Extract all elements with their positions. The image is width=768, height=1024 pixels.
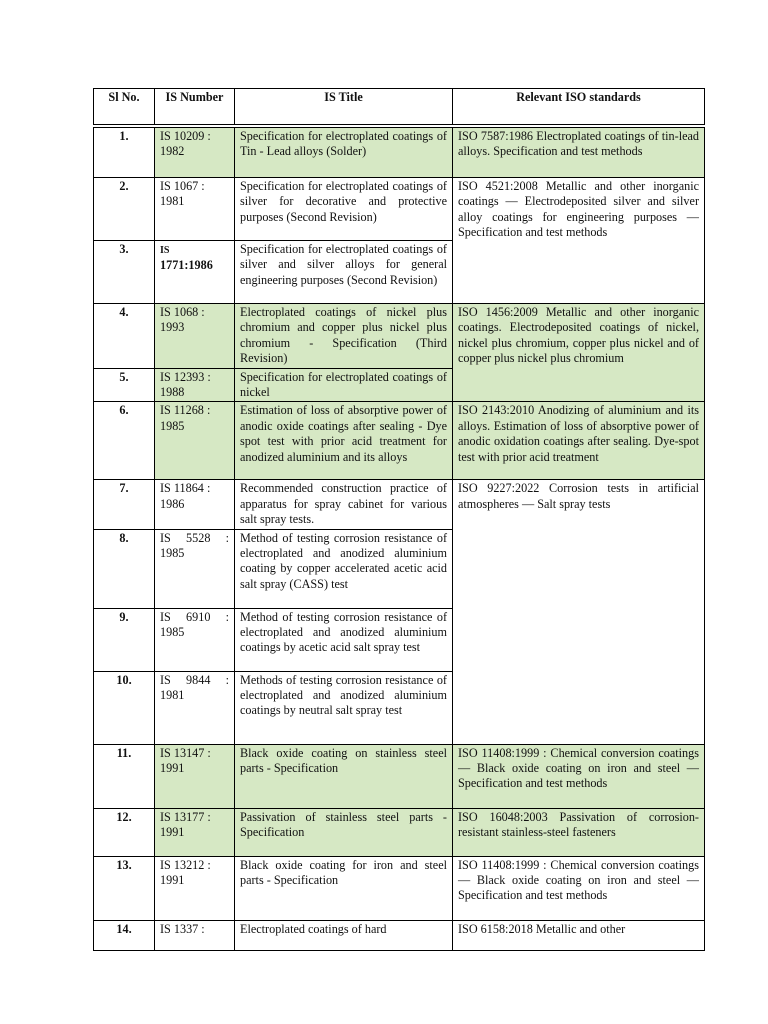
sl-cell: 13.	[94, 856, 155, 920]
iso-cell: ISO 7587:1986 Electroplated coatings of tin-lead alloys. Specification and test methods	[453, 128, 705, 178]
header-row	[94, 89, 705, 125]
is-title-cell: Electroplated coatings of hard	[235, 920, 453, 950]
header-sl: Sl No.	[94, 89, 155, 125]
table-row	[94, 856, 705, 920]
table-row	[94, 920, 705, 950]
standards-table	[93, 88, 705, 951]
is-number-cell: IS 1337 :	[155, 920, 235, 950]
sl-cell: 2.	[94, 178, 155, 241]
sl-cell: 7.	[94, 480, 155, 529]
sl-cell: 12.	[94, 808, 155, 856]
sl-cell: 1.	[94, 128, 155, 178]
is-title-cell: Specification for electroplated coatings of silver and silver alloys for general engineering purposes (Second Revision)	[235, 241, 453, 304]
is-number-cell: IS 6910 : 1985	[155, 608, 235, 671]
iso-cell: ISO 6158:2018 Metallic and other	[453, 920, 705, 950]
is-title-cell: Specification for electroplated coatings of silver for decorative and protective purposes (Second Revision)	[235, 178, 453, 241]
is-number-cell: IS 5528 : 1985	[155, 529, 235, 608]
iso-cell: ISO 9227:2022 Corrosion tests in artificial atmospheres — Salt spray tests	[453, 480, 705, 744]
sl-cell: 10.	[94, 671, 155, 744]
is-title-cell: Method of testing corrosion resistance of electroplated and anodized aluminium coating by copper accelerated acetic acid salt spray (CASS) test	[235, 529, 453, 608]
table-row	[94, 480, 705, 529]
is-title-cell: Black oxide coating for iron and steel parts - Specification	[235, 856, 453, 920]
sl-cell: 8.	[94, 529, 155, 608]
is-prefix: IS	[160, 245, 170, 256]
is-number-cell: IS 1067 : 1981	[155, 178, 235, 241]
sl-cell: 11.	[94, 744, 155, 808]
table-row	[94, 744, 705, 808]
is-title-cell: Passivation of stainless steel parts - Specification	[235, 808, 453, 856]
is-title-cell: Black oxide coating on stainless steel parts - Specification	[235, 744, 453, 808]
is-number-cell: IS 1068 : 1993	[155, 304, 235, 369]
is-title-cell: Estimation of loss of absorptive power of anodic oxide coatings after sealing - Dye spot test with prior acid treatment for anodized aluminium and its alloys	[235, 402, 453, 480]
is-title-cell: Method of testing corrosion resistance of electroplated and anodized aluminium coatings by acetic acid salt spray test	[235, 608, 453, 671]
is-number-cell: IS 11268 : 1985	[155, 402, 235, 480]
table-row	[94, 304, 705, 369]
sl-cell: 6.	[94, 402, 155, 480]
table-row	[94, 402, 705, 480]
sl-cell: 9.	[94, 608, 155, 671]
is-number-value: 1771:1986	[160, 258, 213, 273]
sl-cell: 14.	[94, 920, 155, 950]
is-number-cell: IS 13177 : 1991	[155, 808, 235, 856]
is-number-cell: IS 11864 : 1986	[155, 480, 235, 529]
table-row	[94, 128, 705, 178]
is-number-cell: IS 12393 : 1988	[155, 368, 235, 402]
iso-cell: ISO 1456:2009 Metallic and other inorganic coatings. Electrodeposited coatings of nickel, nickel plus chromium, copper plus nickel and of copper plus nickel plus chromium	[453, 304, 705, 402]
is-number-cell	[155, 241, 235, 304]
sl-cell: 3.	[94, 241, 155, 304]
is-title-cell: Methods of testing corrosion resistance of electroplated and anodized aluminium coatings by neutral salt spray test	[235, 671, 453, 744]
table-row	[94, 178, 705, 241]
is-number-cell: IS 13212 : 1991	[155, 856, 235, 920]
is-title-cell: Specification for electroplated coatings of Tin - Lead alloys (Solder)	[235, 128, 453, 178]
iso-cell: ISO 11408:1999 : Chemical conversion coatings — Black oxide coating on iron and steel — Specification and test methods	[453, 856, 705, 920]
is-number-cell: IS 10209 : 1982	[155, 128, 235, 178]
iso-cell: ISO 4521:2008 Metallic and other inorganic coatings — Electrodeposited silver and silver alloy coatings for engineering purposes — Specification and test methods	[453, 178, 705, 304]
header-is-title: IS Title	[235, 89, 453, 125]
is-number-cell: IS 13147 : 1991	[155, 744, 235, 808]
is-number-cell: IS 9844 : 1981	[155, 671, 235, 744]
is-title-cell: Recommended construction practice of apparatus for spray cabinet for various salt spray tests.	[235, 480, 453, 529]
sl-cell: 5.	[94, 368, 155, 402]
header-is-number: IS Number	[155, 89, 235, 125]
iso-cell: ISO 2143:2010 Anodizing of aluminium and its alloys. Estimation of loss of absorptive power of anodic oxidation coatings after sealing. Dye-spot test with prior acid treatment	[453, 402, 705, 480]
is-title-cell: Electroplated coatings of nickel plus chromium and copper plus nickel plus chromium - Specification (Third Revision)	[235, 304, 453, 369]
header-iso: Relevant ISO standards	[453, 89, 705, 125]
iso-cell: ISO 11408:1999 : Chemical conversion coatings — Black oxide coating on iron and steel — Specification and test methods	[453, 744, 705, 808]
table-row	[94, 808, 705, 856]
iso-cell: ISO 16048:2003 Passivation of corrosion-resistant stainless-steel fasteners	[453, 808, 705, 856]
sl-cell: 4.	[94, 304, 155, 369]
is-title-cell: Specification for electroplated coatings of nickel	[235, 368, 453, 402]
